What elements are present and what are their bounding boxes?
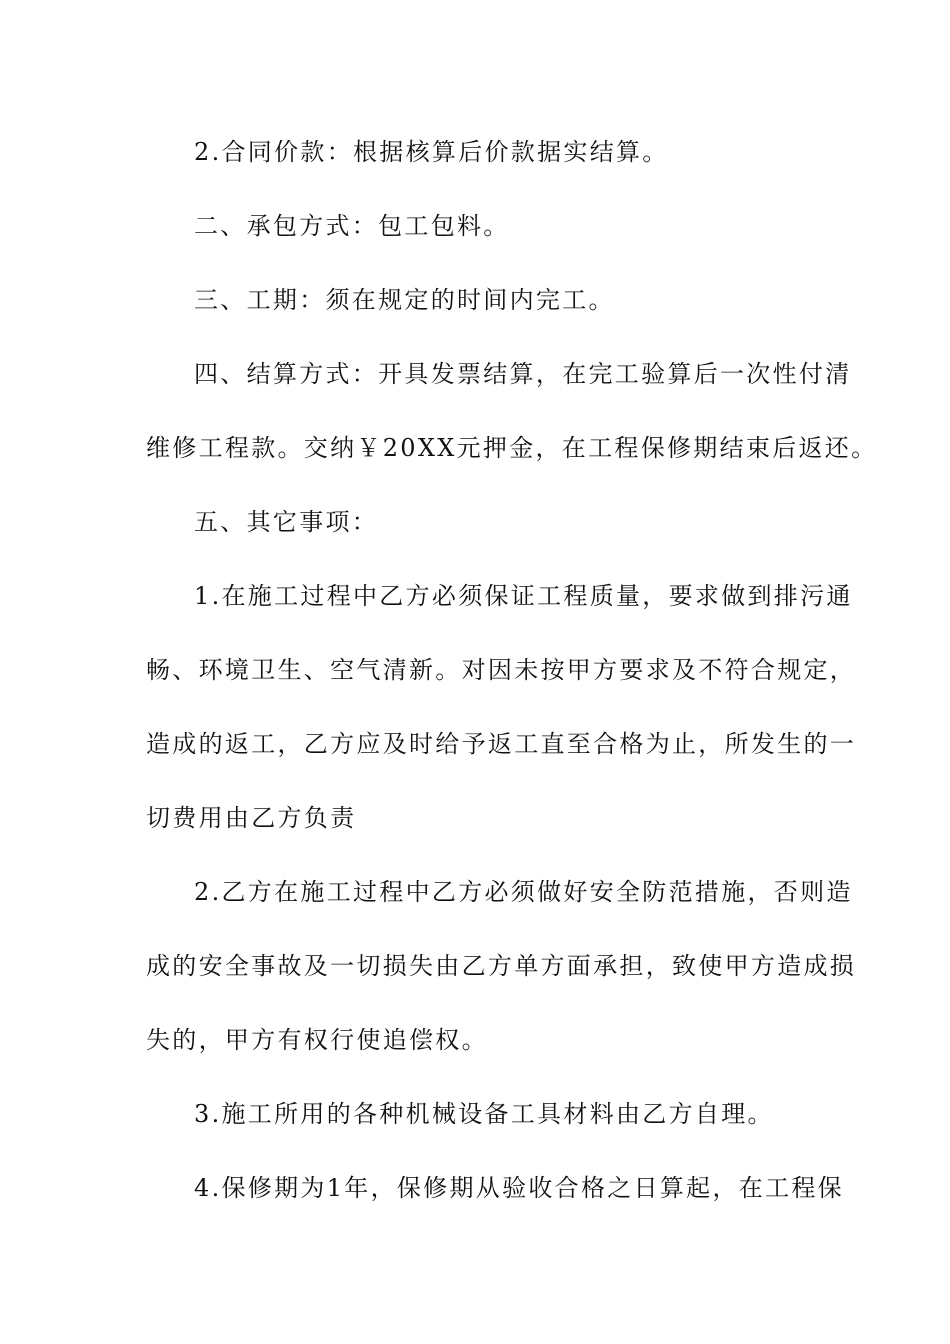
clause-3: 3.施工所用的各种机械设备工具材料由乙方自理。 [194, 1100, 774, 1128]
section-settlement-line-1: 四、结算方式：开具发票结算，在完工验算后一次性付清 [194, 360, 852, 388]
section-contract-mode: 二、承包方式：包工包料。 [194, 212, 510, 240]
section-settlement-line-2: 维修工程款。交纳￥20XX元押金，在工程保修期结束后返还。 [146, 434, 878, 462]
clause-2-line-1: 2.乙方在施工过程中乙方必须做好安全防范措施，否则造 [194, 878, 853, 906]
clause-1-line-2: 畅、环境卫生、空气清新。对因未按甲方要求及不符合规定， [146, 656, 857, 684]
clause-1-line-3: 造成的返工，乙方应及时给予返工直至合格为止，所发生的一 [146, 730, 857, 758]
section-other-matters: 五、其它事项： [194, 508, 379, 536]
clause-4-line-1: 4.保修期为1年，保修期从验收合格之日算起，在工程保 [194, 1174, 844, 1202]
clause-2-line-3: 失的，甲方有权行使追偿权。 [146, 1026, 488, 1054]
clause-1-line-4: 切费用由乙方负责 [146, 804, 357, 832]
clause-contract-price: 2.合同价款：根据核算后价款据实结算。 [194, 138, 669, 166]
clause-1-line-1: 1.在施工过程中乙方必须保证工程质量，要求做到排污通 [194, 582, 853, 610]
section-construction-period: 三、工期：须在规定的时间内完工。 [194, 286, 615, 314]
clause-2-line-2: 成的安全事故及一切损失由乙方单方面承担，致使甲方造成损 [146, 952, 857, 980]
